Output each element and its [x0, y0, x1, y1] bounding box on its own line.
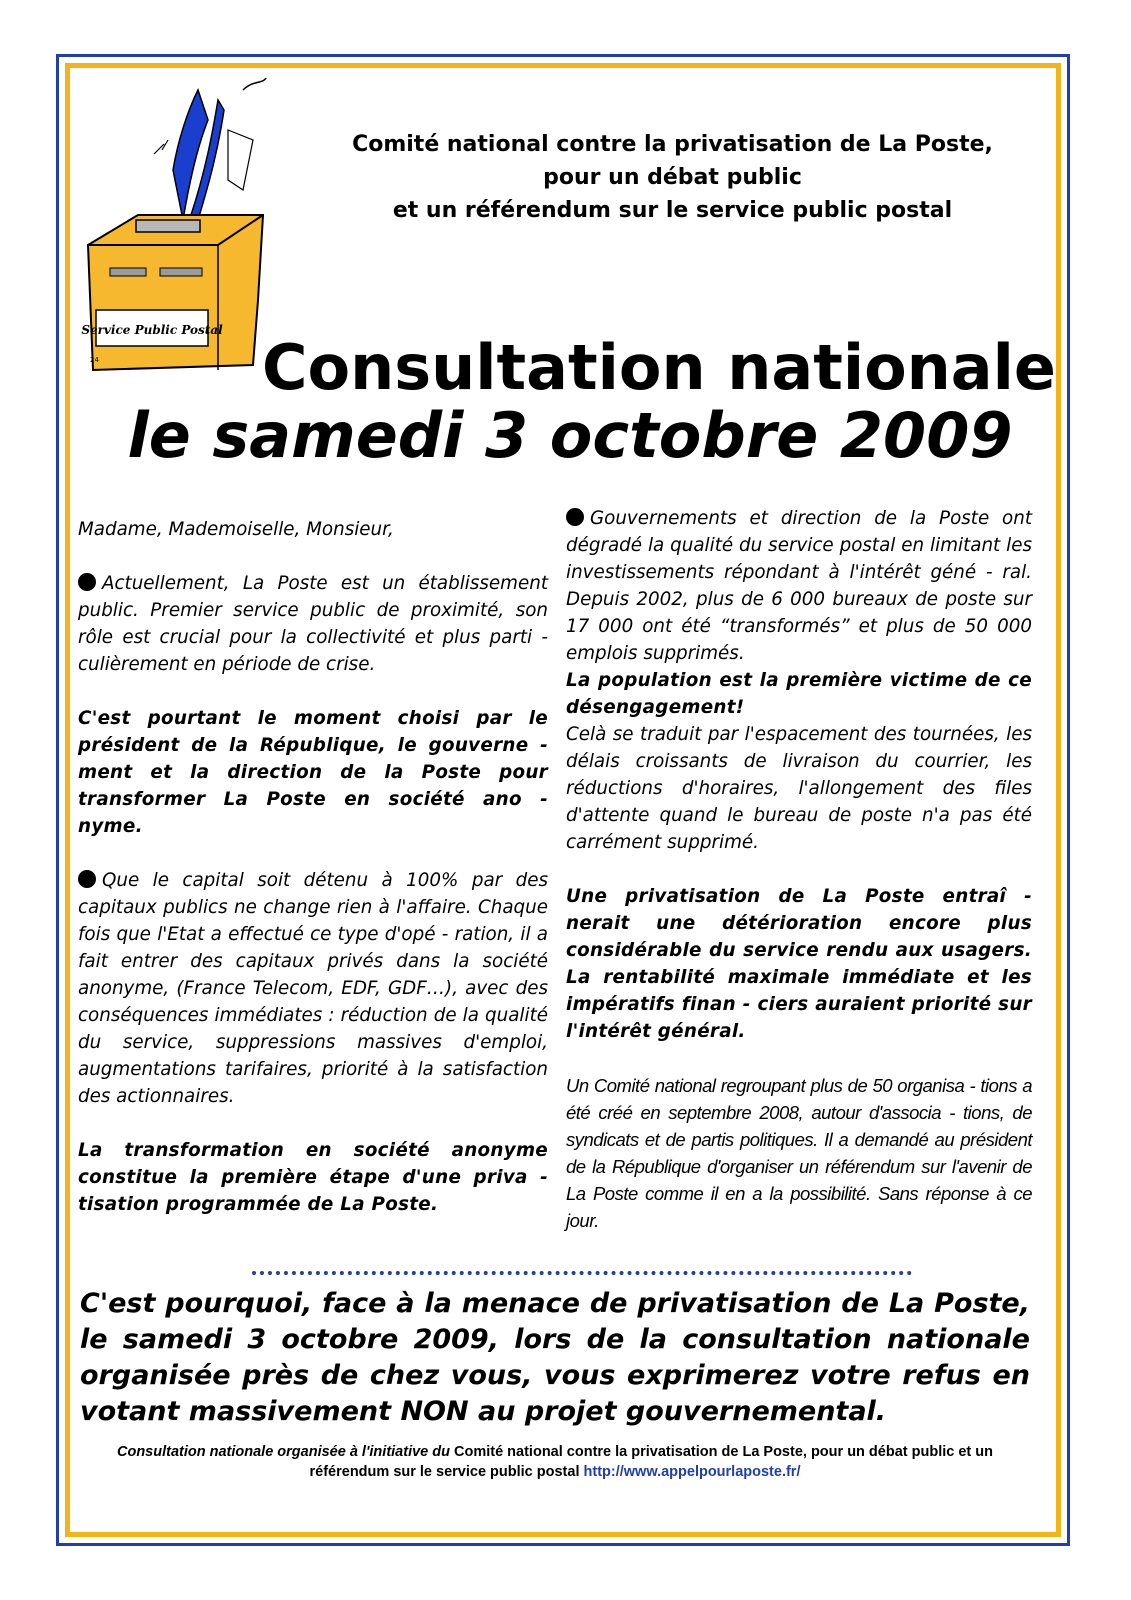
bold-paragraph: Une privatisation de La Poste entraî - nerait une détérioration encore plus considérable du service rendu aux usagers. La rentabilité maximale immédiate et les impératifs finan - ciers auraient priorité sur l'intérêt général. — [566, 886, 1032, 1042]
bold-statement: La population est la première victime de ce désengagement! — [566, 670, 1032, 718]
bold-paragraph: C'est pourtant le moment choisi par le président de la République, le gouverne - ment et la direction de la Poste pour transformer La Poste en société ano - nyme. — [78, 708, 548, 837]
paragraph: Celà se traduit par l'espacement des tournées, les délais croissants de livraison du courrier, les réductions d'horaires, l'allongement des files d'attente quand le bureau de poste n'a pas été carrément supprimé. — [566, 724, 1032, 853]
paragraph — [78, 867, 548, 1110]
main-title: Consultation nationale — [262, 331, 1056, 404]
dotted-divider — [252, 1271, 912, 1275]
paragraph: Un Comité national regroupant plus de 50 organisa - tions a été créé en septembre 2008, autour d'associa - tions, de syndicats et de partis politiques. Il a demandé au président de la République d'organiser un référendum sur l'avenir de La Poste comme il en a la possibilité. Sans réponse à ce jour. — [566, 1075, 1032, 1231]
paragraph-text: Gouvernements et direction de la Poste ont dégradé la qualité du service postal en limitant les investissements répondant à l'intérêt géné - ral. Depuis 2002, plus de 6 000 bureaux de poste sur 17 000 ont été “transformés” et plus de 50 000 emplois supprimés. — [566, 508, 1032, 664]
footer — [80, 1442, 1030, 1482]
header-line-2: pour un débat public — [543, 165, 802, 190]
footer-italic: Consultation nationale organisée à l'initiative du — [117, 1444, 450, 1460]
ballot-box-logo — [78, 70, 268, 380]
footer-text: Comité national contre la privatisation de La Poste, pour un débat public et un référendum sur le service public postal — [309, 1444, 993, 1480]
paragraph-text: Que le capital soit détenu à 100% par des capitaux publics ne change rien à l'affaire. Chaque fois que l'Etat a effectué ce type d'opé - ration, il a fait entrer des capitaux privés dans la société anonyme, (France Telecom, EDF, GDF…), avec des conséquences immédiates : réduction de la qualité du service, suppressions massives d'emploi, augmentations tarifaires, priorité à la satisfaction des actionnaires. — [78, 870, 548, 1107]
paragraph — [566, 505, 1032, 667]
conclusion: C'est pourquoi, face à la menace de privatisation de La Poste, le samedi 3 octobre 2009, lors de la consultation nationale organisée près de chez vous, vous exprimerez votre refus en votant massivement NON au projet gouvernemental. — [80, 1288, 1030, 1427]
ballot-box-label: Service Public Postal — [81, 323, 223, 337]
paragraph — [78, 570, 548, 678]
paragraph-text: Actuellement, La Poste est un établissement public. Premier service public de proximité, son rôle est crucial pour la collectivité et plus parti - culièrement en période de crise. — [78, 573, 548, 675]
header-line-3: et un référendum sur le service public postal — [392, 198, 953, 223]
main-title-date: le samedi 3 octobre 2009 — [127, 399, 1013, 472]
artist-signature: 24 — [90, 356, 99, 364]
left-column — [78, 516, 548, 1218]
bold-paragraph: La transformation en société anonyme constitue la première étape d'une priva - tisation programmée de La Poste. — [78, 1140, 548, 1215]
bullet-icon — [566, 508, 584, 526]
committee-header — [300, 128, 1045, 227]
bullet-icon — [78, 870, 96, 888]
salutation: Madame, Mademoiselle, Monsieur, — [78, 519, 394, 540]
website-link[interactable]: http://www.appelpourlaposte.fr/ — [583, 1464, 801, 1480]
right-column — [566, 505, 1032, 1234]
header-line-1: Comité national contre la privatisation de La Poste, — [352, 132, 993, 157]
bullet-icon — [78, 573, 96, 591]
